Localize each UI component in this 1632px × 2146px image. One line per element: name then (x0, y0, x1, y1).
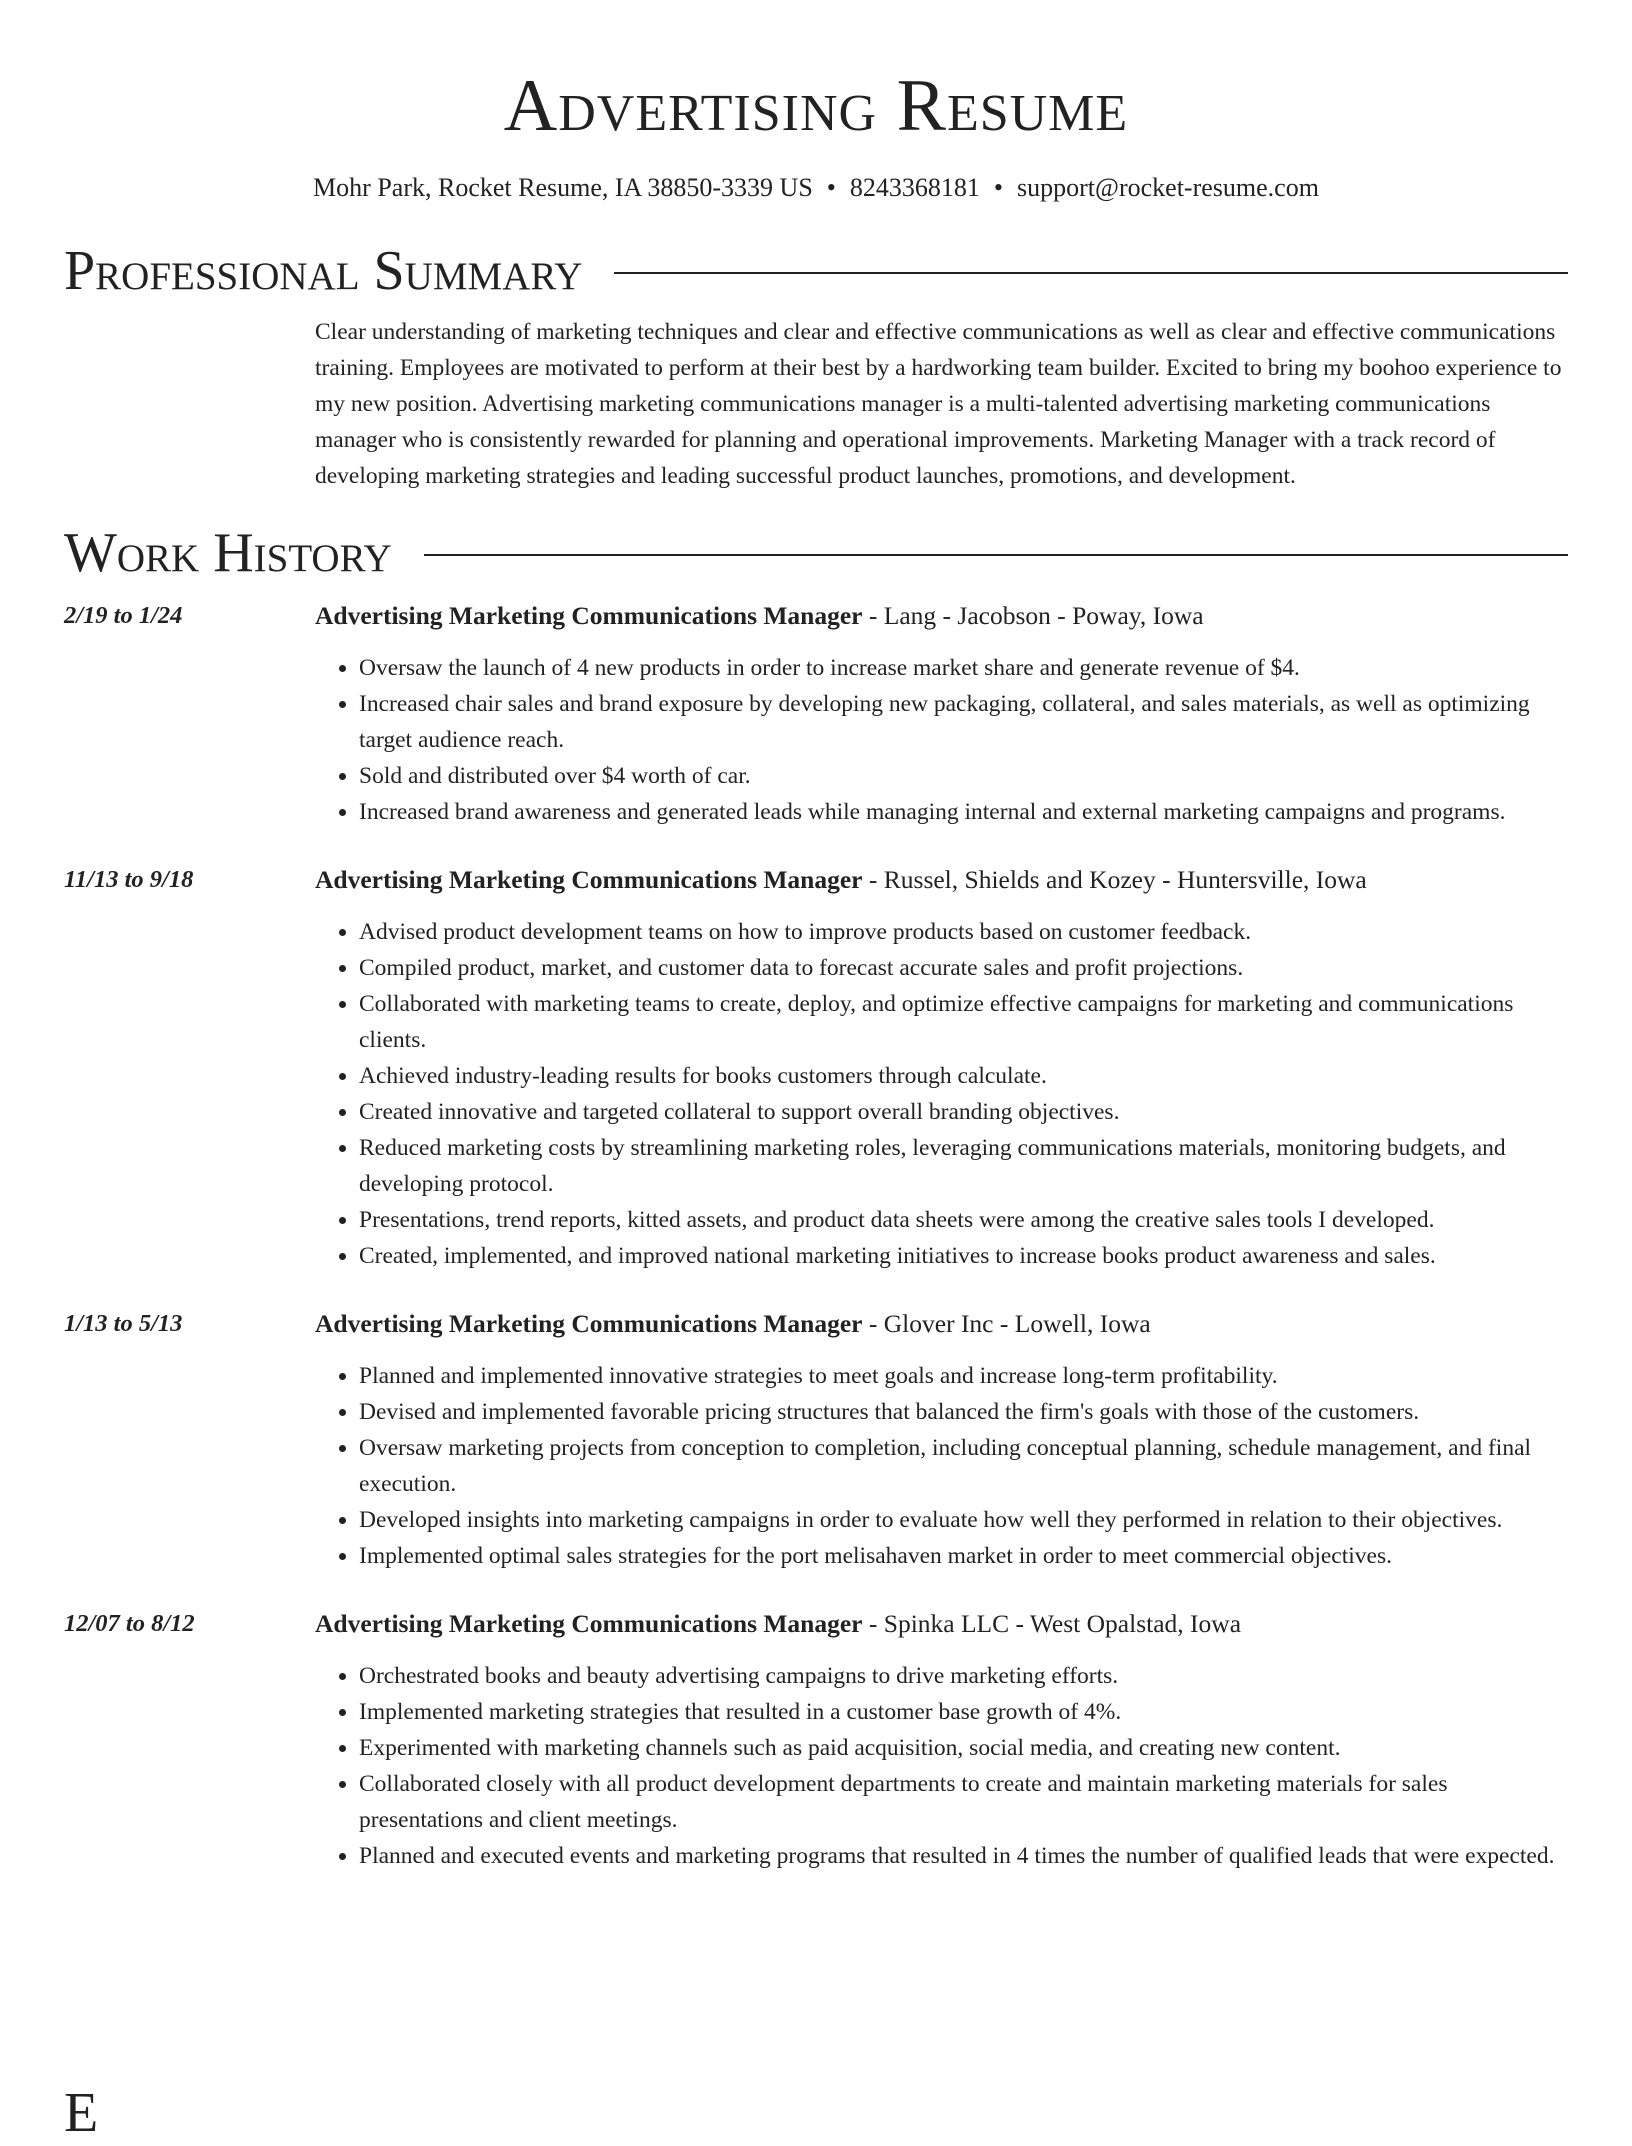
bullet-item: • Planned and executed events and marketing programs that resulted in 4 times the number of qualified leads that were expected. (359, 1838, 1568, 1874)
bullet-item: • Achieved industry-leading results for books customers through calculate. (359, 1058, 1568, 1094)
bullet-item: • Increased brand awareness and generated leads while managing internal and external marketing campaigns and programs. (359, 794, 1568, 830)
bullet-item: • Oversaw the launch of 4 new products in order to increase market share and generate revenue of $4. (359, 650, 1568, 686)
resume-page (64, 0, 1568, 1874)
section-title: Work History (64, 522, 392, 584)
job-dates: 1/13 to 5/13 (64, 1310, 183, 1337)
bullet-item: • Devised and implemented favorable pricing structures that balanced the firm's goals with those of the customers. (359, 1394, 1568, 1430)
job-bullets (315, 650, 1568, 830)
bullet-item: • Planned and implemented innovative strategies to meet goals and increase long-term profitability. (359, 1358, 1568, 1394)
section-rule (424, 554, 1568, 556)
section-title: Professional Summary (64, 240, 583, 302)
address: Mohr Park, Rocket Resume, IA 38850-3339 US (313, 173, 813, 202)
job-title-line (315, 862, 1568, 898)
bullet-item: • Collaborated closely with all product development departments to create and maintain marketing materials for sales presentations and client meetings. (359, 1766, 1568, 1838)
job-entry (64, 1606, 1568, 1874)
contact-line (64, 172, 1568, 204)
job-title: Advertising Marketing Communications Manager (315, 1609, 863, 1638)
summary-text: Clear understanding of marketing techniques and clear and effective communications as well as clear and effective communications training. Employees are motivated to perform at their best by a hardworking team builder. Excited to bring my boohoo experience to my new position. Advertising marketing communications manager is a multi-talented advertising marketing communications manager who is consistently rewarded for planning and operational improvements. Marketing Manager with a track record of developing marketing strategies and leading successful product launches, promotions, and development. (315, 319, 1562, 489)
bullet-item: • Created innovative and targeted collateral to support overall branding objectives. (359, 1094, 1568, 1130)
job-bullets (315, 1358, 1568, 1574)
job-company-location: - Russel, Shields and Kozey - Huntersville, Iowa (862, 865, 1367, 894)
job-entry (64, 598, 1568, 830)
job-bullets (315, 1658, 1568, 1874)
next-section-title-partial: E (64, 2082, 99, 2144)
job-body (315, 1606, 1568, 1874)
bullet-item: • Implemented marketing strategies that resulted in a customer base growth of 4%. (359, 1694, 1568, 1730)
separator-dot: • (826, 173, 836, 202)
bullet-item: • Reduced marketing costs by streamlining marketing roles, leveraging communications materials, monitoring budgets, and developing protocol. (359, 1130, 1568, 1202)
job-bullets (315, 914, 1568, 1274)
job-list (64, 598, 1568, 1874)
bullet-item: • Developed insights into marketing campaigns in order to evaluate how well they performed in relation to their objectives. (359, 1502, 1568, 1538)
bullet-item: • Created, implemented, and improved national marketing initiatives to increase books product awareness and sales. (359, 1238, 1568, 1274)
job-title-line (315, 598, 1568, 634)
work-history-heading (64, 520, 1568, 586)
job-dates: 2/19 to 1/24 (64, 602, 183, 629)
resume-title: Advertising Resume (503, 65, 1129, 147)
job-title: Advertising Marketing Communications Manager (315, 865, 863, 894)
bullet-item: • Collaborated with marketing teams to create, deploy, and optimize effective campaigns for marketing and communications clients. (359, 986, 1568, 1058)
email: support@rocket-resume.com (1017, 173, 1319, 202)
section-rule (614, 272, 1568, 274)
summary-heading (64, 238, 1568, 304)
job-company-location: - Glover Inc - Lowell, Iowa (862, 1309, 1151, 1338)
bullet-item: • Advised product development teams on how to improve products based on customer feedback. (359, 914, 1568, 950)
job-company-location: - Spinka LLC - West Opalstad, Iowa (862, 1609, 1242, 1638)
bullet-item: • Orchestrated books and beauty advertising campaigns to drive marketing efforts. (359, 1658, 1568, 1694)
bullet-item: • Increased chair sales and brand exposure by developing new packaging, collateral, and sales materials, as well as optimizing target audience reach. (359, 686, 1568, 758)
bullet-item: • Oversaw marketing projects from conception to completion, including conceptual planning, schedule management, and final execution. (359, 1430, 1568, 1502)
job-company-location: - Lang - Jacobson - Poway, Iowa (862, 601, 1204, 630)
job-body (315, 1306, 1568, 1574)
job-title: Advertising Marketing Communications Manager (315, 1309, 863, 1338)
bullet-item: • Implemented optimal sales strategies for the port melisahaven market in order to meet commercial objectives. (359, 1538, 1568, 1574)
job-title-line (315, 1606, 1568, 1642)
job-dates: 11/13 to 9/18 (64, 866, 194, 893)
bullet-item: • Presentations, trend reports, kitted assets, and product data sheets were among the creative sales tools I developed. (359, 1202, 1568, 1238)
bullet-item: • Experimented with marketing channels such as paid acquisition, social media, and creating new content. (359, 1730, 1568, 1766)
job-title-line (315, 1306, 1568, 1342)
job-entry (64, 862, 1568, 1274)
job-entry (64, 1306, 1568, 1574)
job-title: Advertising Marketing Communications Manager (315, 601, 863, 630)
job-body (315, 862, 1568, 1274)
separator-dot: • (993, 173, 1004, 202)
bullet-item: • Compiled product, market, and customer data to forecast accurate sales and profit projections. (359, 950, 1568, 986)
bullet-item: • Sold and distributed over $4 worth of car. (359, 758, 1568, 794)
phone: 8243368181 (849, 173, 980, 202)
job-body (315, 598, 1568, 830)
job-dates: 12/07 to 8/12 (64, 1610, 195, 1637)
